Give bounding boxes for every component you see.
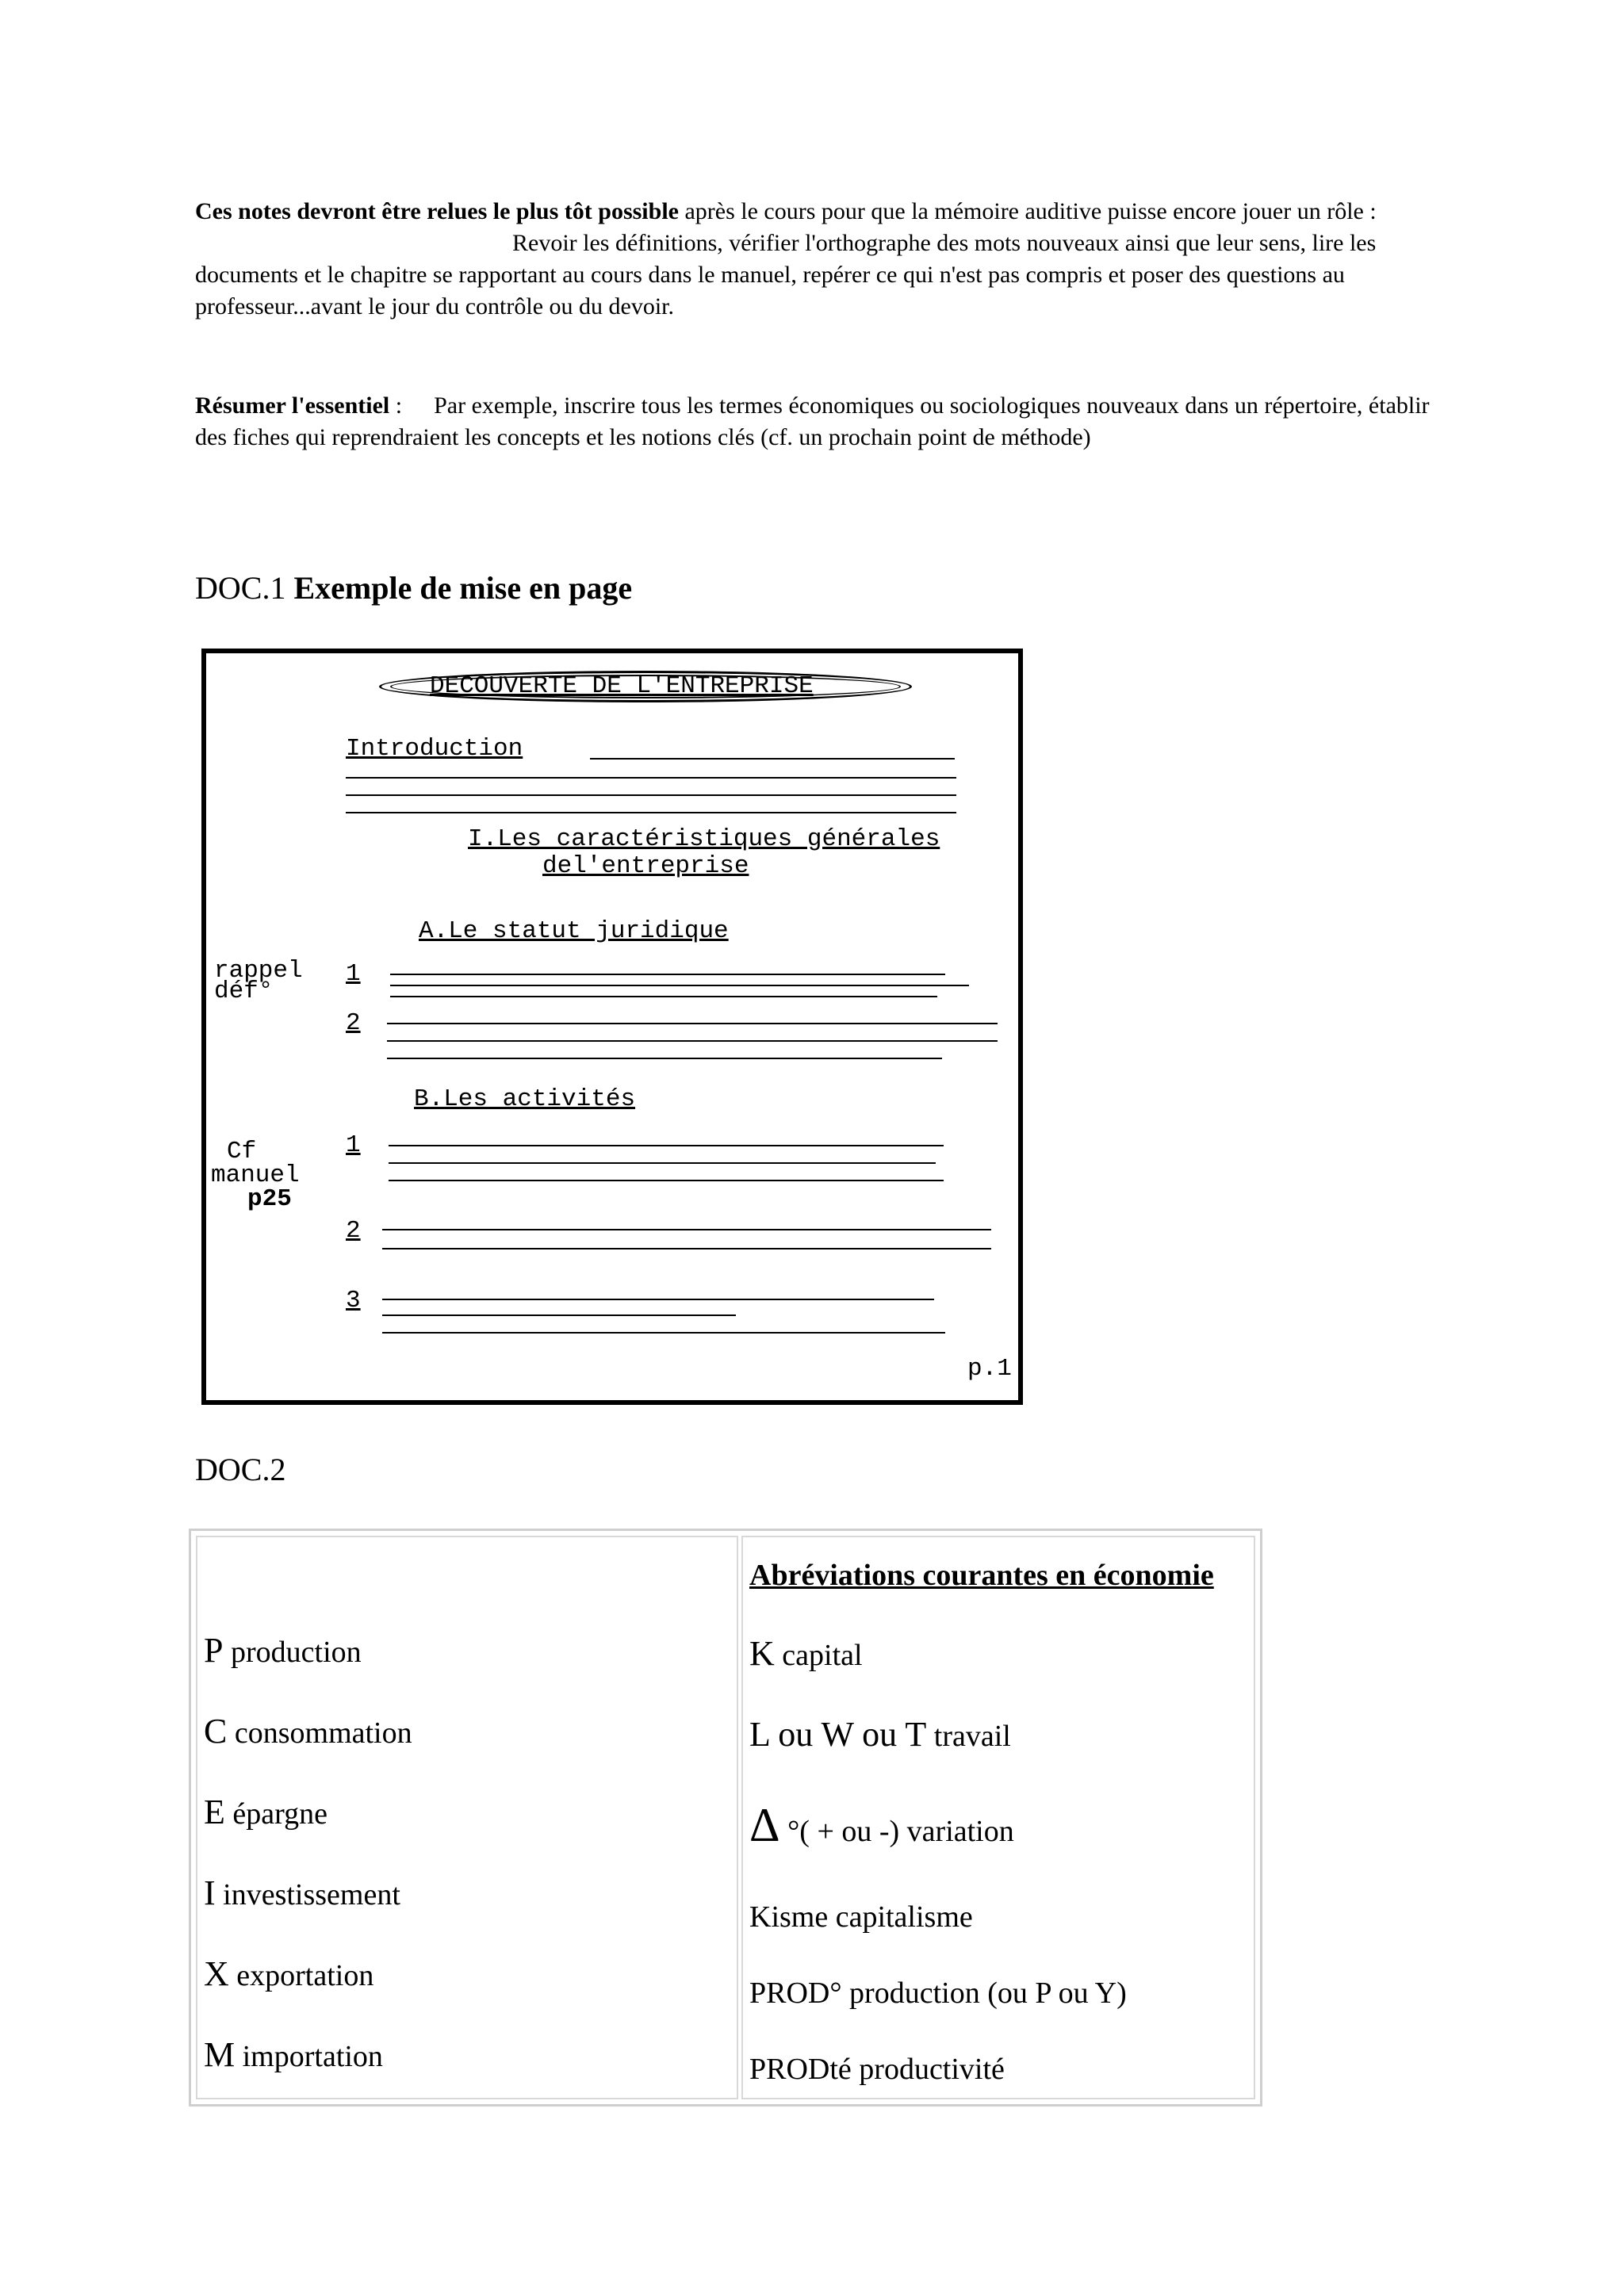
writing-line xyxy=(382,1299,934,1300)
abbr-symbol: I xyxy=(204,1873,216,1912)
abbr-row: PROD° production (ou P ou Y) xyxy=(749,1976,1127,2010)
writing-line xyxy=(387,1058,942,1059)
writing-line xyxy=(346,777,956,779)
writing-line xyxy=(387,1023,998,1024)
abbreviations-title: Abréviations courantes en économie xyxy=(749,1559,1214,1592)
item-number: 1 xyxy=(346,1131,361,1159)
doc1-label-title: Exemple de mise en page xyxy=(293,570,633,606)
abbr-row xyxy=(749,1799,1014,1851)
item-number: 3 xyxy=(346,1287,361,1314)
introduction-heading: Introduction xyxy=(346,735,523,763)
item-number: 2 xyxy=(346,1217,361,1245)
writing-line xyxy=(346,812,956,813)
abbr-row: Kisme capitalisme xyxy=(749,1900,973,1934)
margin-note-rappel xyxy=(214,957,303,1005)
margin-note-manuel-line3: p25 xyxy=(247,1185,292,1213)
abbr-symbol: P xyxy=(204,1631,224,1670)
example-title: DECOUVERTE DE L'ENTREPRISE xyxy=(430,672,814,700)
abbr-row xyxy=(204,1713,412,1751)
margin-note-manuel xyxy=(211,1140,300,1211)
abbr-symbol: K xyxy=(749,1634,775,1673)
writing-line xyxy=(590,758,955,760)
writing-line xyxy=(389,1145,944,1146)
writing-line xyxy=(382,1248,991,1249)
abbr-row xyxy=(204,1956,373,1994)
subsection-a-heading: A.Le statut juridique xyxy=(419,917,729,945)
writing-line xyxy=(390,996,937,997)
writing-line xyxy=(382,1332,945,1334)
abbr-meaning: épargne xyxy=(232,1797,327,1831)
writing-line xyxy=(389,1180,944,1181)
paragraph-2-text: Par exemple, inscrire tous les termes économiques ou sociologiques nouveaux dans un répertoire, établir des fiches qui reprendraient les concepts et les notions clés (cf. un prochain point de méthode) xyxy=(195,392,1430,450)
abbr-symbol: M xyxy=(204,2035,236,2074)
abbr-row xyxy=(204,1794,327,1832)
abbr-meaning: travail xyxy=(933,1720,1011,1753)
page-number: p.1 xyxy=(967,1355,1012,1383)
subsection-b-heading: B.Les activités xyxy=(414,1085,636,1113)
abbr-row xyxy=(204,1875,400,1913)
section-1-heading-line1: I.Les caractéristiques générales xyxy=(468,825,940,853)
margin-note-manuel-line1: Cf xyxy=(227,1138,257,1165)
doc1-label xyxy=(195,569,632,607)
abbr-row xyxy=(204,1632,362,1670)
writing-line xyxy=(382,1229,991,1230)
abbr-meaning: importation xyxy=(242,2040,383,2073)
writing-line xyxy=(382,1314,736,1316)
abbr-symbol: E xyxy=(204,1793,225,1831)
paragraph-2-colon: : xyxy=(389,392,403,419)
paragraph-1-line1: après le cours pour que la mémoire auditive puisse encore jouer un rôle : xyxy=(678,198,1377,224)
abbr-row xyxy=(749,1716,1011,1755)
abbreviations-left-cell xyxy=(196,1536,738,2099)
doc1-label-prefix: DOC.1 xyxy=(195,570,286,606)
paragraph-1-bold: Ces notes devront être relues le plus tôt possible xyxy=(195,198,679,224)
abbr-row xyxy=(204,2037,383,2075)
writing-line xyxy=(389,1162,936,1164)
abbr-meaning: consommation xyxy=(234,1716,412,1750)
margin-note-manuel-line2: manuel xyxy=(211,1161,300,1189)
paragraph-1-rest: Revoir les définitions, vérifier l'orthographe des mots nouveaux ainsi que leur sens, lire les documents et le chapitre se rapportant au cours dans le manuel, repérer ce qui n'est pas compris et poser des questions au professeur...avant le jour du contrôle ou du devoir. xyxy=(195,230,1377,320)
paragraph-2-bold: Résumer l'essentiel xyxy=(195,392,390,419)
paragraph-revision-notes xyxy=(195,196,1448,323)
paragraph-summarize xyxy=(195,390,1448,453)
abbr-symbol: X xyxy=(204,1954,229,1993)
margin-note-rappel-line1: rappel xyxy=(214,957,303,985)
abbreviations-table xyxy=(189,1529,1262,2107)
abbr-row: PRODté productivité xyxy=(749,2053,1005,2086)
page-layout-example xyxy=(201,649,1023,1405)
writing-line xyxy=(390,985,969,986)
writing-line xyxy=(346,794,956,796)
doc2-label: DOC.2 xyxy=(195,1452,286,1487)
writing-line xyxy=(387,1040,998,1042)
abbr-meaning: capital xyxy=(782,1639,863,1672)
delta-symbol: Δ xyxy=(749,1799,780,1851)
abbr-symbol: C xyxy=(204,1712,228,1751)
margin-note-rappel-line2: déf° xyxy=(214,978,274,1005)
item-number: 1 xyxy=(346,960,361,988)
item-number: 2 xyxy=(346,1009,361,1037)
abbr-symbol: L ou W ou T xyxy=(749,1715,927,1754)
abbr-meaning: °( + ou -) variation xyxy=(787,1815,1014,1848)
writing-line xyxy=(390,974,945,975)
abbreviations-right-cell xyxy=(741,1536,1255,2099)
abbr-meaning: production xyxy=(230,1636,362,1669)
abbr-meaning: investissement xyxy=(223,1878,400,1911)
abbr-row xyxy=(749,1636,863,1674)
section-1-heading-line2: del'entreprise xyxy=(542,852,749,880)
abbr-meaning: exportation xyxy=(236,1959,374,1992)
